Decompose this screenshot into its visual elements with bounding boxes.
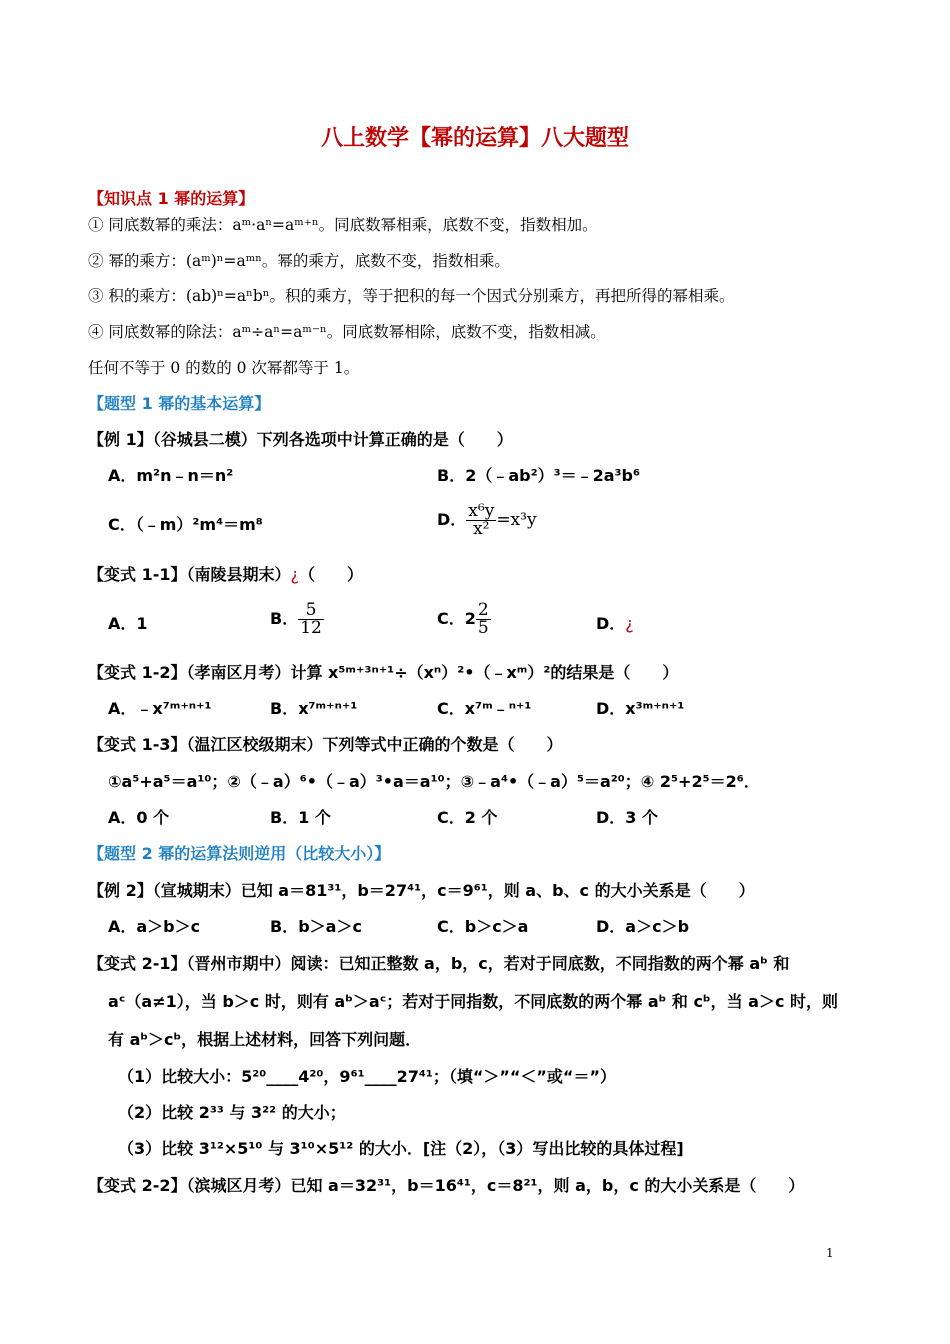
variant-2-2-stem: 【变式 2-2】（滨城区月考）已知 a＝32³¹，b＝16⁴¹，c＝8²¹，则 a，b，c 的大小关系是（ ） xyxy=(88,1176,805,1195)
variant-1-1-option-c xyxy=(437,602,491,637)
example-2-option-c: C．b＞c＞a xyxy=(437,917,529,936)
page-number: 1 xyxy=(826,1246,834,1260)
example-1-option-b: B．2（﹣ab²）³＝﹣2a³b⁶ xyxy=(437,466,640,485)
missing-glyph: ¿ xyxy=(625,614,634,633)
equation-rhs: =x³y xyxy=(496,510,537,530)
fraction-numerator: 5 xyxy=(305,600,317,620)
variant-1-3-option-d: D．3 个 xyxy=(596,808,658,827)
example-1-stem: 【例 1】（谷城县二模）下列各选项中计算正确的是（ ） xyxy=(88,430,513,449)
knowledge-line-3: ③ 积的乘方：(ab)ⁿ=aⁿbⁿ。积的乘方，等于把积的每一个因式分别乘方，再把所得的幂相乘。 xyxy=(88,287,735,305)
variant-1-1-stem xyxy=(88,567,363,583)
variant-1-3-option-b: B．1 个 xyxy=(270,808,331,827)
option-label: C．2 xyxy=(437,609,476,628)
fraction xyxy=(476,602,491,637)
option-label: D． xyxy=(596,614,626,633)
variant-2-1-question-2: （2）比较 2³³ 与 3²² 的大小； xyxy=(118,1103,346,1122)
variant-2-1-question-3: （3）比较 3¹²×5¹⁰ 与 3¹⁰×5¹² 的大小．[注（2），（3）写出比较的具体过程] xyxy=(118,1139,684,1158)
fraction-numerator: x⁶y xyxy=(468,501,495,521)
knowledge-line-1: ① 同底数幂的乘法：aᵐ·aⁿ=aᵐ⁺ⁿ。同底数幂相乘，底数不变，指数相加。 xyxy=(88,216,598,234)
variant-1-1-option-d xyxy=(596,616,634,632)
fraction-denominator: 5 xyxy=(477,618,489,638)
knowledge-point-header: 【知识点 1 幂的运算】 xyxy=(88,189,255,208)
variant-1-3-option-c: C．2 个 xyxy=(437,808,498,827)
example-2-option-b: B．b＞a＞c xyxy=(270,917,362,936)
missing-glyph: ¿ xyxy=(290,565,299,584)
variant-1-1-option-b xyxy=(270,602,324,637)
variant-1-3-option-a: A．0 个 xyxy=(108,808,170,827)
knowledge-line-2: ② 幂的乘方：(aᵐ)ⁿ=aᵐⁿ。幂的乘方，底数不变，指数相乘。 xyxy=(88,252,510,270)
document-title: 八上数学【幂的运算】八大题型 xyxy=(320,126,629,151)
fraction-denominator: 12 xyxy=(300,618,322,638)
example-1-option-c: C．（﹣m）²m⁴＝m⁸ xyxy=(108,515,263,534)
variant-1-1-option-a: A．1 xyxy=(108,614,148,633)
variant-2-1-question-1: （1）比较大小：5²⁰____4²⁰，9⁶¹____27⁴¹；（填“＞”“＜”或“＝”） xyxy=(118,1067,616,1086)
fraction xyxy=(466,503,496,538)
option-label: D． xyxy=(437,510,467,529)
variant-2-1-line-2: aᶜ（a≠1），当 b＞c 时，则有 aᵇ＞aᶜ；若对于同指数，不同底数的两个幂 aᵇ 和 cᵇ，当 a＞c 时，则 xyxy=(108,992,839,1011)
fraction-denominator: x² xyxy=(466,520,496,538)
example-2-option-a: A．a＞b＞c xyxy=(108,917,201,936)
variant-1-3-stem: 【变式 1-3】（温江区校级期末）下列等式中正确的个数是（ ） xyxy=(88,735,563,754)
variant-1-2-stem: 【变式 1-2】（孝南区月考）计算 x⁵ᵐ⁺³ⁿ⁺¹÷（xⁿ）²•（﹣xᵐ）²的结果是（ ） xyxy=(88,663,679,682)
fraction xyxy=(298,602,324,637)
knowledge-line-5: 任何不等于 0 的数的 0 次幂都等于 1。 xyxy=(88,359,360,377)
example-1-option-d xyxy=(437,503,537,538)
example-2-option-d: D．a＞c＞b xyxy=(596,917,690,936)
option-label: B． xyxy=(270,609,299,628)
variant-1-2-option-c: C．x⁷ᵐ﹣ⁿ⁺¹ xyxy=(437,699,532,718)
variant-1-2-option-b: B．x⁷ᵐ⁺ⁿ⁺¹ xyxy=(270,699,358,718)
knowledge-line-4: ④ 同底数幂的除法：aᵐ÷aⁿ=aᵐ⁻ⁿ。同底数幂相除，底数不变，指数相减。 xyxy=(88,323,606,341)
section-header-type-1: 【题型 1 幂的基本运算】 xyxy=(88,394,271,413)
variant-1-2-option-d: D．x³ᵐ⁺ⁿ⁺¹ xyxy=(596,699,685,718)
variant-2-1-line-1: 【变式 2-1】（晋州市期中）阅读：已知正整数 a，b，c，若对于同底数，不同指数的两个幂 aᵇ 和 xyxy=(88,954,790,973)
variant-1-3-statements: ①a⁵+a⁵＝a¹⁰；②（﹣a）⁶•（﹣a）³•a＝a¹⁰；③﹣a⁴•（﹣a）⁵＝a²⁰；④ 2⁵+2⁵＝2⁶． xyxy=(108,772,760,791)
variant-2-1-line-3: 有 aᵇ＞cᵇ，根据上述材料，回答下列问题． xyxy=(108,1030,422,1049)
section-header-type-2: 【题型 2 幂的运算法则逆用（比较大小）】 xyxy=(88,844,391,863)
stem-tail: （ ） xyxy=(298,565,363,584)
fraction-numerator: 2 xyxy=(477,600,489,620)
example-1-option-a: A．m²n﹣n＝n² xyxy=(108,466,234,485)
example-2-stem: 【例 2】（宣城期末）已知 a＝81³¹，b＝27⁴¹，c＝9⁶¹，则 a、b、c 的大小关系是（ ） xyxy=(88,881,755,900)
variant-1-2-option-a: A．﹣x⁷ᵐ⁺ⁿ⁺¹ xyxy=(108,699,212,718)
stem-text: 【变式 1-1】（南陵县期末） xyxy=(88,565,291,584)
